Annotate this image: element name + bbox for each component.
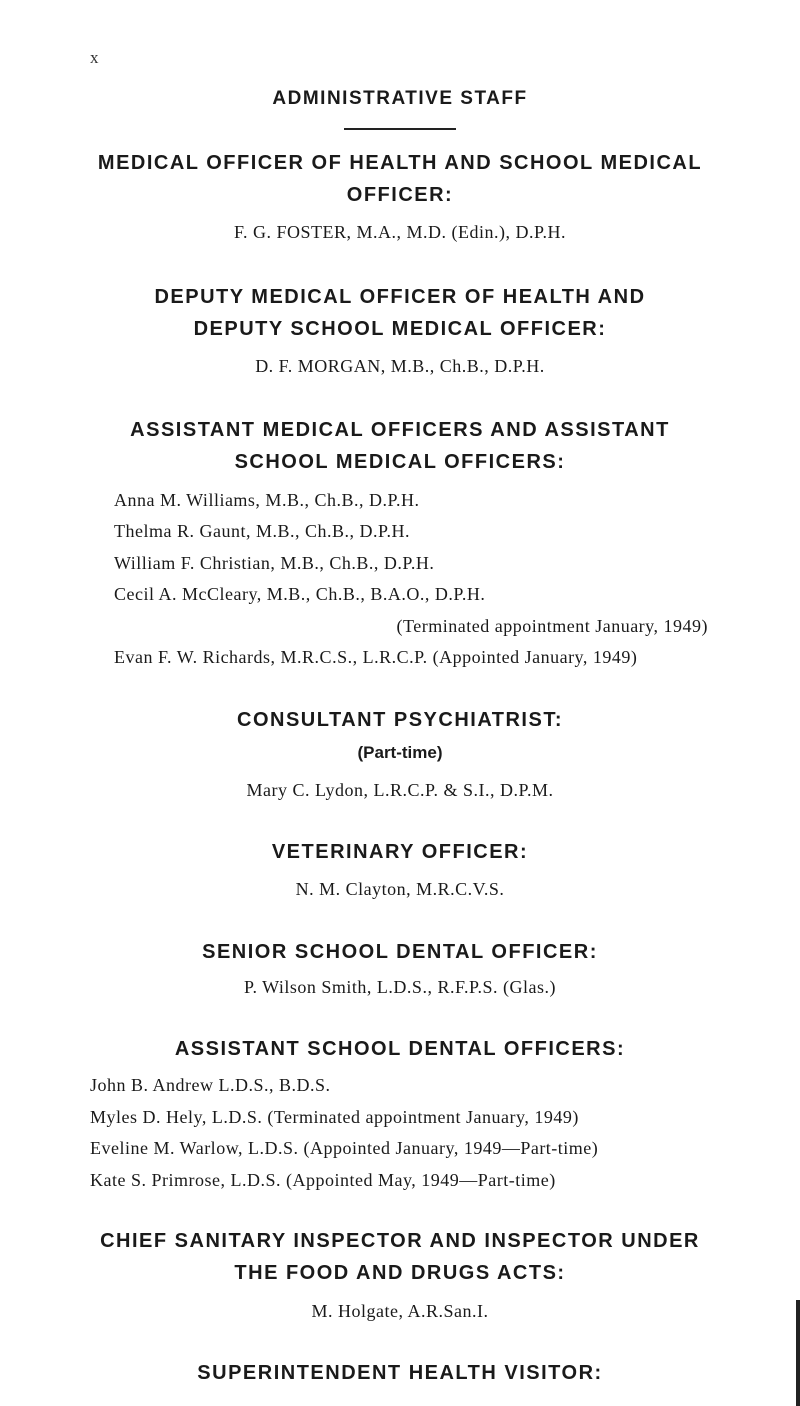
- section-heading-moh-cont: OFFICER:: [346, 184, 454, 206]
- staff-entry: Myles D. Hely, L.D.S. (Terminated appointment January, 1949): [90, 1107, 579, 1127]
- page-mark: x: [90, 48, 99, 67]
- section-heading-health-visitor: SUPERINTENDENT HEALTH VISITOR:: [197, 1362, 603, 1384]
- section-heading-assistant-mo-cont: SCHOOL MEDICAL OFFICERS:: [234, 451, 566, 473]
- section-heading-psychiatrist: CONSULTANT PSYCHIATRIST:: [237, 709, 563, 731]
- staff-entry: William F. Christian, M.B., Ch.B., D.P.H.: [114, 553, 435, 573]
- staff-entry: Evan F. W. Richards, M.R.C.S., L.R.C.P. (Appointed January, 1949): [114, 647, 638, 667]
- staff-entry: Anna M. Williams, M.B., Ch.B., D.P.H.: [114, 490, 420, 510]
- section-subheading: (Part-time): [357, 743, 443, 762]
- section-heading-sanitary-cont: THE FOOD AND DRUGS ACTS:: [234, 1262, 566, 1284]
- staff-entry: John B. Andrew L.D.S., B.D.S.: [90, 1075, 331, 1095]
- staff-entry-note: (Terminated appointment January, 1949): [396, 616, 708, 636]
- staff-entry: Cecil A. McCleary, M.B., Ch.B., B.A.O., D.P.H.: [114, 584, 486, 604]
- section-heading-assistant-dental: ASSISTANT SCHOOL DENTAL OFFICERS:: [174, 1038, 626, 1060]
- section-heading-moh: MEDICAL OFFICER OF HEALTH AND SCHOOL MEDICAL: [97, 152, 703, 174]
- section-heading-deputy-cont: DEPUTY SCHOOL MEDICAL OFFICER:: [193, 318, 607, 340]
- staff-entry: P. Wilson Smith, L.D.S., R.F.P.S. (Glas.): [243, 977, 557, 997]
- title-underline: [344, 128, 456, 130]
- section-heading-senior-dental: SENIOR SCHOOL DENTAL OFFICER:: [202, 941, 598, 963]
- section-heading-sanitary: CHIEF SANITARY INSPECTOR AND INSPECTOR UNDER: [100, 1230, 700, 1252]
- page-edge-shadow: [796, 1300, 800, 1406]
- staff-entry: Mary C. Lydon, L.R.C.P. & S.I., D.P.M.: [246, 780, 554, 800]
- staff-entry: M. Holgate, A.R.San.I.: [311, 1301, 489, 1321]
- section-heading-veterinary: VETERINARY OFFICER:: [271, 841, 529, 863]
- section-heading-assistant-mo: ASSISTANT MEDICAL OFFICERS AND ASSISTANT: [130, 419, 670, 441]
- staff-entry: Kate S. Primrose, L.D.S. (Appointed May, 1949—Part-time): [90, 1170, 556, 1190]
- page-title: ADMINISTRATIVE STAFF: [272, 88, 528, 109]
- staff-entry: F. G. FOSTER, M.A., M.D. (Edin.), D.P.H.: [233, 222, 567, 242]
- staff-entry: Thelma R. Gaunt, M.B., Ch.B., D.P.H.: [114, 521, 411, 541]
- section-heading-deputy: DEPUTY MEDICAL OFFICER OF HEALTH AND: [154, 286, 646, 308]
- staff-entry: Eveline M. Warlow, L.D.S. (Appointed January, 1949—Part-time): [90, 1138, 599, 1158]
- staff-entry: D. F. MORGAN, M.B., Ch.B., D.P.H.: [255, 356, 545, 376]
- staff-entry: N. M. Clayton, M.R.C.V.S.: [295, 879, 505, 899]
